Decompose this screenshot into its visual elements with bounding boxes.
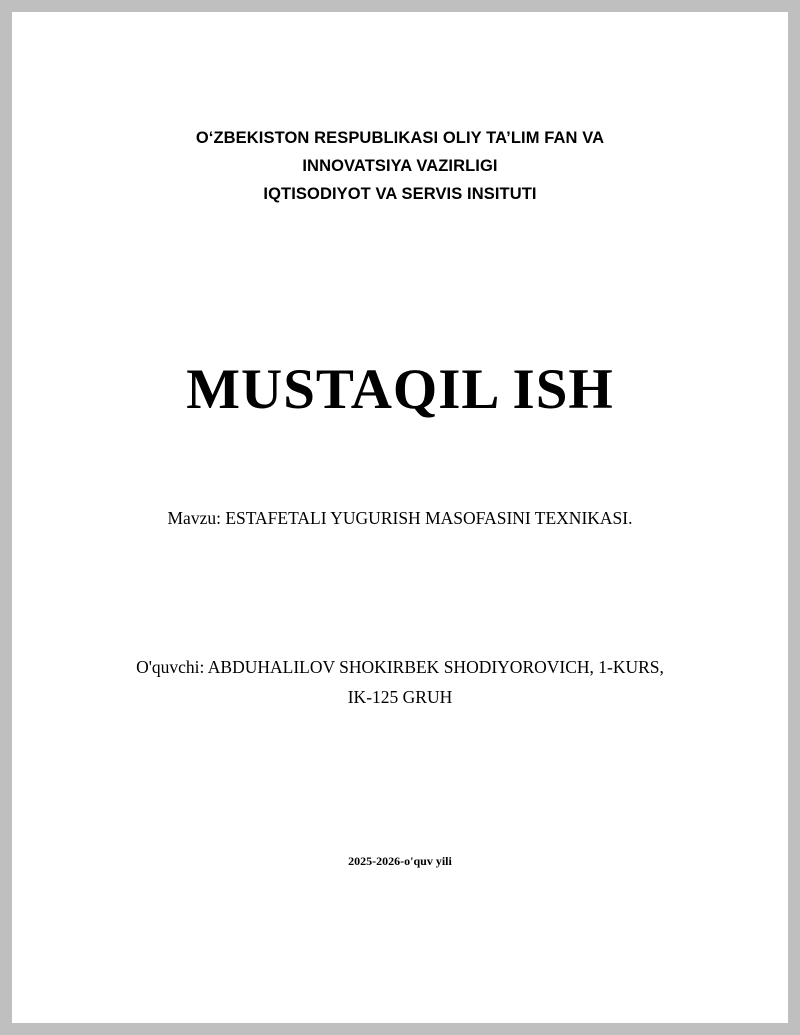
- author-block: [92, 652, 708, 712]
- page-content: [12, 124, 788, 870]
- organization-block: [92, 124, 708, 208]
- topic-line: Mavzu: ESTAFETALI YUGURISH MASOFASINI TEXNIKASI.: [167, 508, 633, 528]
- organization-line-1: O‘ZBEKISTON RESPUBLIKASI OLIY TA’LIM FAN VA: [195, 129, 605, 147]
- organization-line-3: IQTISODIYOT VA SERVIS INSITUTI: [263, 185, 537, 203]
- page-title: MUSTAQIL ISH: [186, 358, 614, 421]
- organization-line-2: INNOVATSIYA VAZIRLIGI: [302, 157, 498, 175]
- author-line-2: IK-125 GRUH: [347, 687, 453, 707]
- author-line-1: O'quvchi: ABDUHALILOV SHOKIRBEK SHODIYOROVICH, 1-KURS,: [136, 657, 664, 677]
- document-page: [12, 12, 788, 1023]
- academic-year: 2025-2026-o'quv yili: [348, 854, 452, 868]
